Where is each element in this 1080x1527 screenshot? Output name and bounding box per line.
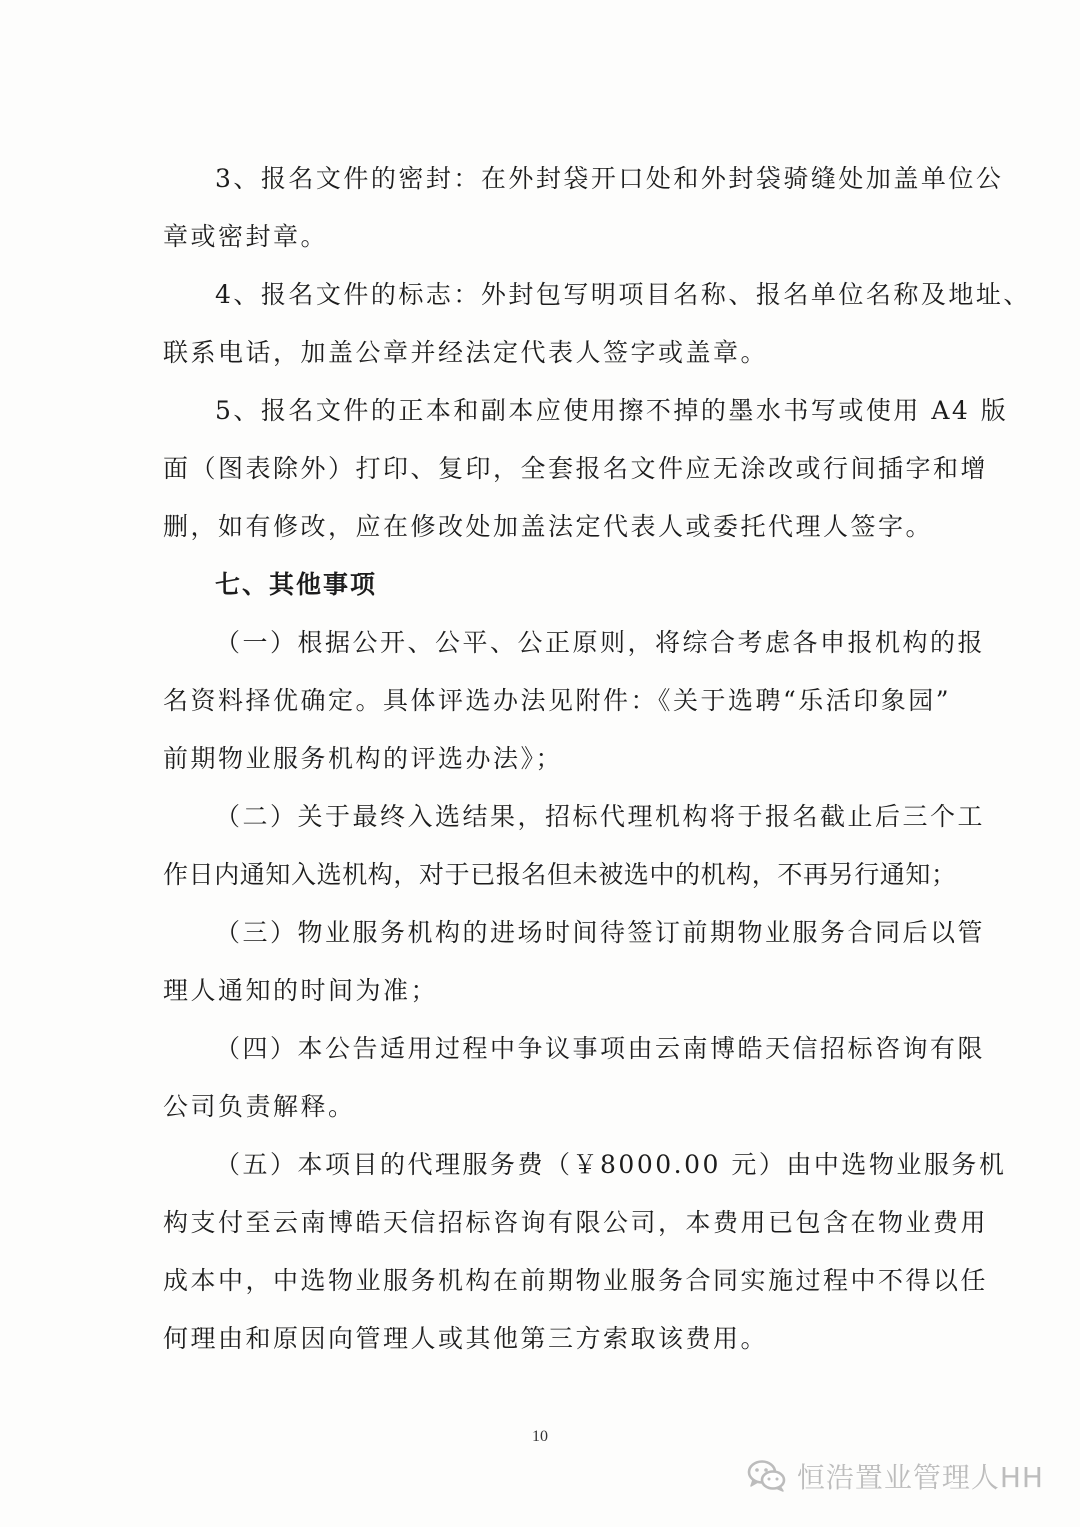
paragraph-line: （三）物业服务机构的进场时间待签订前期物业服务合同后以管 (215, 918, 986, 947)
paragraph-line: 成本中，中选物业服务机构在前期物业服务合同实施过程中不得以任 (163, 1266, 989, 1295)
paragraph-line: （四）本公告适用过程中争议事项由云南博皓天信招标咨询有限 (215, 1034, 986, 1063)
paragraph-line: 构支付至云南博皓天信招标咨询有限公司，本费用已包含在物业费用 (163, 1208, 989, 1237)
paragraph-line: 作日内通知入选机构，对于已报名但未被选中的机构，不再另行通知； (163, 860, 957, 889)
wechat-watermark (747, 1456, 1044, 1496)
paragraph-line: 名资料择优确定。具体评选办法见附件：《关于选聘“乐活印象园” (163, 686, 952, 715)
paragraph-line: 公司负责解释。 (163, 1092, 356, 1121)
paragraph-line: 联系电话，加盖公章并经法定代表人签字或盖章。 (163, 338, 769, 367)
document-body (163, 150, 1031, 1368)
paragraph-line: 删，如有修改，应在修改处加盖法定代表人或委托代理人签字。 (163, 512, 934, 541)
paragraph-line: （一）根据公开、公平、公正原则，将综合考虑各申报机构的报 (215, 628, 986, 657)
paragraph-line: 4、报名文件的标志：外封包写明项目名称、报名单位名称及地址、 (215, 280, 1031, 309)
watermark-text: 恒浩置业管理人HH (796, 1461, 1044, 1494)
paragraph-line: 章或密封章。 (163, 222, 329, 251)
paragraph-line: 面（图表除外）打印、复印，全套报名文件应无涂改或行间插字和增 (163, 454, 989, 483)
page-number: 10 (532, 1428, 548, 1445)
paragraph-line: 前期物业服务机构的评选办法》； (163, 744, 564, 773)
section-heading: 七、其他事项 (215, 570, 378, 599)
paragraph-line: 理人通知的时间为准； (163, 976, 439, 1005)
paragraph-line: （五）本项目的代理服务费（￥8000.00 元）由中选物业服务机 (215, 1150, 1007, 1179)
paragraph-line: （二）关于最终入选结果，招标代理机构将于报名截止后三个工 (215, 802, 986, 831)
paragraph-line: 5、报名文件的正本和副本应使用擦不掉的墨水书写或使用 A4 版 (215, 396, 1009, 425)
paragraph-line: 何理由和原因向管理人或其他第三方索取该费用。 (163, 1324, 769, 1353)
wechat-icon (747, 1459, 787, 1493)
paragraph-line: 3、报名文件的密封：在外封袋开口处和外封袋骑缝处加盖单位公 (215, 164, 1004, 193)
